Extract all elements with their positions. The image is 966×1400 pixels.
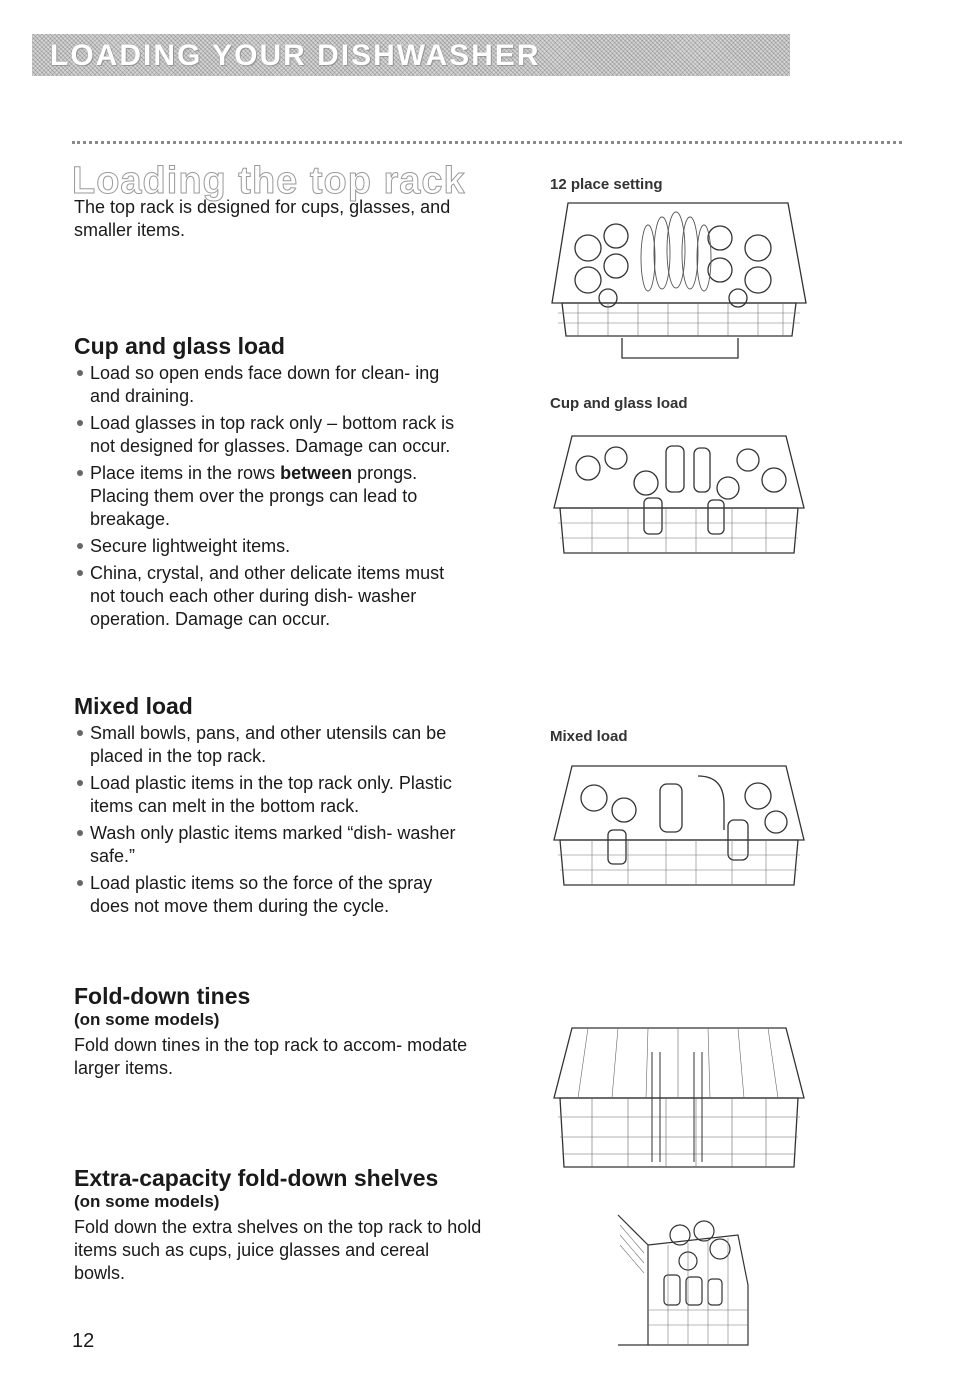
extra-shelves-subheading: (on some models) [74, 1192, 220, 1211]
fold-tines-heading: Fold-down tines [74, 983, 251, 1009]
dotted-rule [72, 141, 902, 144]
mixed-caption: Mixed load [550, 728, 628, 745]
list-item: Small bowls, pans, and other utensils can be placed in the top rack. [74, 722, 474, 768]
intro-text: The top rack is designed for cups, glasses, and smaller items. [74, 197, 451, 240]
list-item: Load plastic items so the force of the spray does not move them during the cycle. [74, 872, 474, 918]
cup-glass-caption: Cup and glass load [550, 395, 688, 412]
list-item: Load so open ends face down for clean- ing and draining. [74, 362, 474, 408]
mixed-heading: Mixed load [74, 693, 193, 719]
place-setting-caption: 12 place setting [550, 176, 663, 193]
list-item: China, crystal, and other delicate items must not touch each other during dish- washer operation. Damage can occur. [74, 562, 474, 631]
list-item-text: prongs. Placing them over the prongs can lead to breakage. [90, 463, 418, 529]
cup-glass-section [74, 333, 474, 635]
mixed-section [74, 693, 474, 922]
banner-title: LOADING YOUR DISHWASHER [50, 39, 541, 72]
list-item [74, 462, 474, 531]
mixed-list [74, 722, 474, 918]
section-title: Loading the top rack [72, 160, 466, 202]
extra-shelves-text: Fold down the extra shelves on the top rack to hold items such as cups, juice glasses and cereal bowls. [74, 1217, 482, 1283]
fold-tines-subheading: (on some models) [74, 1010, 220, 1029]
list-item: Load glasses in top rack only – bottom rack is not designed for glasses. Damage can occur. [74, 412, 474, 458]
header-banner [32, 34, 790, 76]
cup-glass-list [74, 362, 474, 631]
emphasis-text: between [280, 463, 353, 483]
list-item: Load plastic items in the top rack only. Plastic items can melt in the bottom rack. [74, 772, 474, 818]
extra-shelves-heading: Extra-capacity fold-down shelves [74, 1165, 439, 1191]
list-item: Secure lightweight items. [74, 535, 474, 558]
mixed-rack-illustration [548, 760, 810, 910]
list-item-text: Place items in the rows [90, 463, 281, 483]
place-setting-rack-illustration [548, 198, 810, 378]
fold-tines-rack-illustration [548, 1022, 810, 1172]
cup-glass-rack-illustration [548, 428, 810, 578]
extra-shelves-section [74, 1165, 484, 1285]
list-item: Wash only plastic items marked “dish- washer safe.” [74, 822, 474, 868]
cup-glass-heading: Cup and glass load [74, 333, 285, 359]
fold-tines-text: Fold down tines in the top rack to accom- modate larger items. [74, 1035, 468, 1078]
fold-tines-section [74, 983, 474, 1080]
extra-shelves-illustration [608, 1205, 758, 1353]
page-number: 12 [72, 1330, 95, 1352]
